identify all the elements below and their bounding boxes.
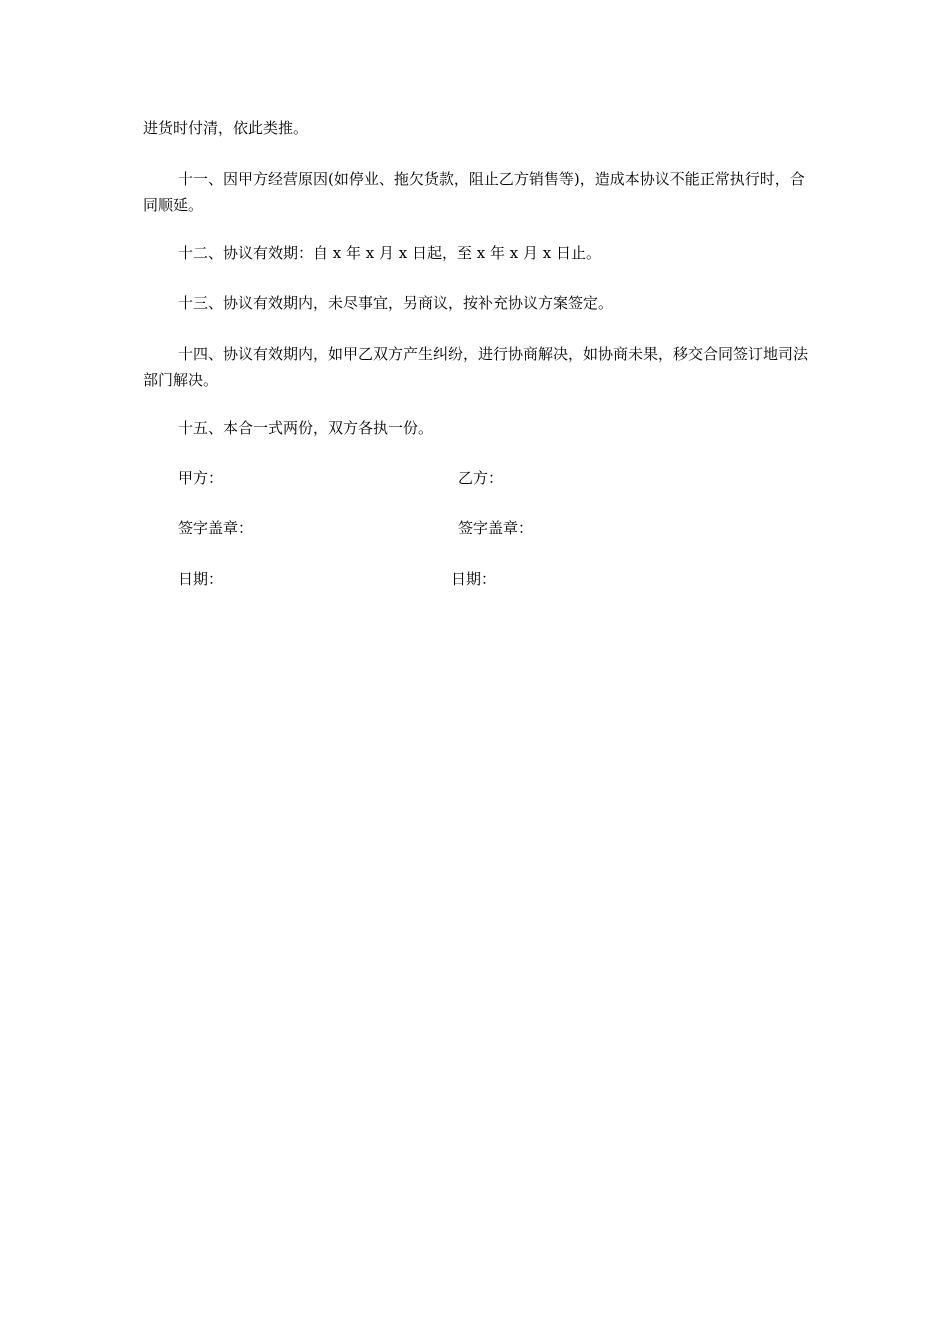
clause-14: 十四、协议有效期内，如甲乙双方产生纠纷，进行协商解决，如协商未果，移交合同签订地司法部门解决。 [143,345,809,389]
clause-13: 十三、协议有效期内，未尽事宜，另商议，按补充协议方案签定。 [178,294,614,312]
party-b-sign-label: 签字盖章： [458,519,534,537]
party-b-label: 乙方： [458,469,504,487]
party-b-date-label: 日期： [451,570,497,588]
party-a-label: 甲方： [178,469,224,487]
paragraph-continuation: 进货时付清，依此类推。 [143,119,309,137]
party-a-date-label: 日期： [178,570,224,588]
clause-12: 十二、协议有效期：自 x 年 x 月 x 日起，至 x 年 x 月 x 日止。 [178,244,601,262]
clause-11: 十一、因甲方经营原因(如停业、拖欠货款，阻止乙方销售等)，造成本协议不能正常执行时，合同顺延。 [143,170,805,214]
party-a-sign-label: 签字盖章： [178,519,254,537]
clause-15: 十五、本合一式两份，双方各执一份。 [178,419,434,437]
